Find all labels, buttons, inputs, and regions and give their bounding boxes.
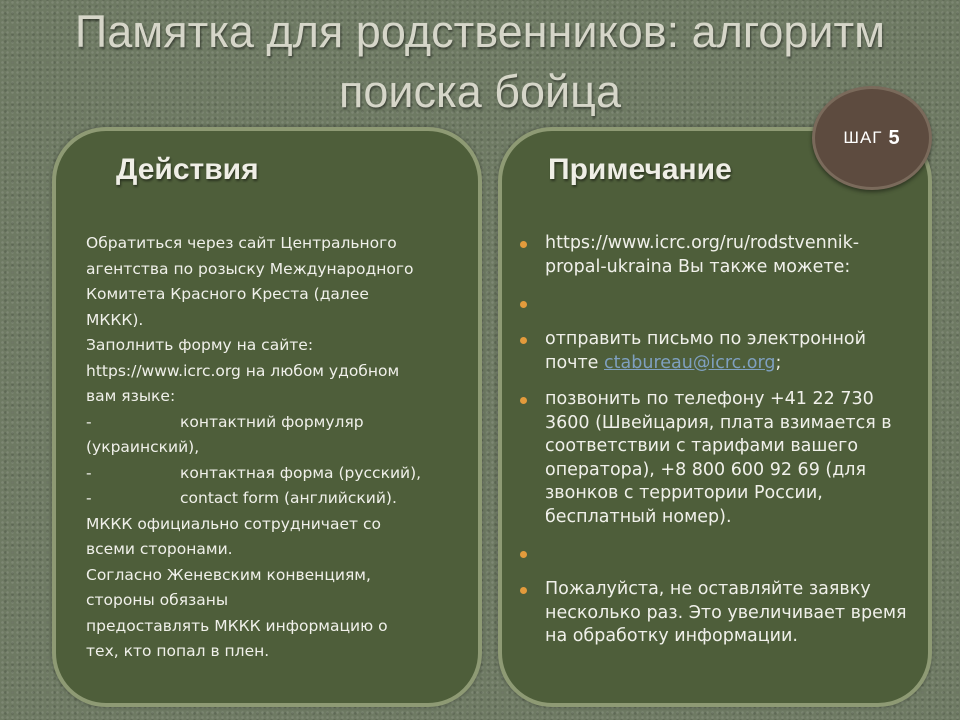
actions-line: Согласно Женевским конвенциям, xyxy=(86,565,371,584)
note-text: позвонить по телефону +41 22 730 3600 (Швейцария, плата взимается в соответствии с тарифами вашего оператора), +8 800 600 92 69 (для звонков с территории России, бесплатный номер). xyxy=(545,389,892,527)
bullet-icon xyxy=(520,241,527,248)
actions-line: предоставлять МККК информацию о xyxy=(86,616,388,635)
actions-line: МККК). xyxy=(86,310,144,329)
actions-line: тех, кто попал в плен. xyxy=(86,642,270,660)
bullet-icon xyxy=(520,587,527,594)
actions-heading: Действия xyxy=(116,153,259,186)
bullet-icon xyxy=(520,551,527,558)
actions-line: агентства по розыску Международного xyxy=(86,259,414,278)
note-text: отправить письмо по электронной почте xyxy=(545,329,866,373)
form-option xyxy=(86,486,451,512)
actions-line: Обратиться через сайт Центрального xyxy=(86,234,397,252)
form-option-text: contact form (английский). xyxy=(180,489,397,507)
bullet-icon xyxy=(520,397,527,404)
dash-marker: - xyxy=(86,412,92,431)
note-item-empty xyxy=(520,292,915,315)
dash-marker: - xyxy=(86,489,92,507)
actions-line: вам языке: xyxy=(86,387,176,405)
actions-panel xyxy=(52,127,482,707)
actions-text xyxy=(86,231,451,665)
actions-line: https://www.icrc.org на любом удобном xyxy=(86,361,400,380)
note-item xyxy=(520,232,915,279)
note-text: https://www.icrc.org/ru/rodstvennik-propal-ukraina Вы также можете: xyxy=(545,233,860,277)
note-item xyxy=(520,328,915,375)
note-text-suffix: ; xyxy=(775,352,782,373)
step-number: 5 xyxy=(888,126,901,149)
note-text: Пожалуйста, не оставляйте заявку несколько раз. Это увеличивает время на обработку информации. xyxy=(545,579,907,646)
actions-line: Заполнить форму на сайте: xyxy=(86,336,314,354)
notes-panel xyxy=(498,127,932,707)
notes-heading: Примечание xyxy=(548,153,732,186)
page-title: Памятка для родственников: алгоритм поиска бойца xyxy=(74,6,886,117)
actions-line: стороны обязаны xyxy=(86,591,229,609)
form-option-text: контактний формуляр xyxy=(180,412,364,431)
form-option-continued: (украинский), xyxy=(86,438,200,456)
form-option-text: контактная форма (русский), xyxy=(180,463,422,482)
note-item-empty xyxy=(520,542,915,565)
actions-line: МККК официально сотрудничает со xyxy=(86,514,381,533)
step-label: ШАГ xyxy=(843,128,883,147)
bullet-icon xyxy=(520,301,527,308)
form-option xyxy=(86,410,451,436)
email-link[interactable]: ctabureau@icrc.org xyxy=(604,352,776,373)
actions-line: Комитета Красного Креста (далее xyxy=(86,285,369,303)
bullet-icon xyxy=(520,337,527,344)
dash-marker: - xyxy=(86,463,92,482)
note-item xyxy=(520,388,915,529)
note-item xyxy=(520,578,915,649)
actions-line: всеми сторонами. xyxy=(86,540,233,558)
form-option xyxy=(86,461,451,487)
step-badge xyxy=(812,86,932,190)
notes-list xyxy=(520,232,915,662)
